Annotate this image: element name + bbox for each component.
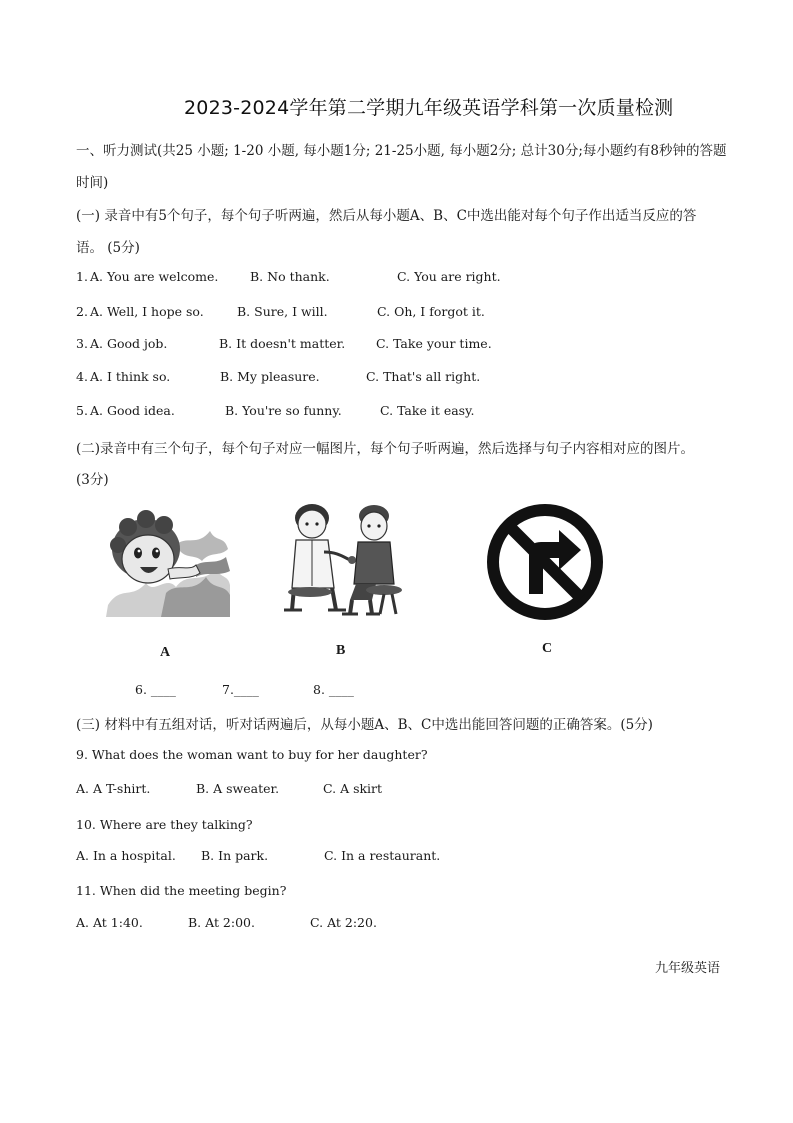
option-b: B. Sure, I will. <box>237 304 328 319</box>
question-row-1 <box>0 269 793 287</box>
option-c: C. Take it easy. <box>380 403 475 418</box>
exam-title: 2023-2024学年第二学期九年级英语学科第一次质量检测 <box>184 97 674 119</box>
option-a: A. Good job. <box>90 336 168 351</box>
question-row-3 <box>0 336 793 354</box>
question-number: 1. <box>76 269 88 284</box>
option-c: C. That's all right. <box>366 369 481 384</box>
swimming-girl-picture <box>106 505 230 617</box>
question-11-options <box>0 915 793 933</box>
option-b: B. You're so funny. <box>225 403 342 418</box>
doctor-patient-picture <box>280 500 406 622</box>
part1-heading-line2: 时间) <box>76 175 109 191</box>
option-c: C. Oh, I forgot it. <box>377 304 485 319</box>
answer-blank-8[interactable]: 8. ____ <box>313 682 354 697</box>
option-c: C. You are right. <box>397 269 501 284</box>
picture-label-b: B <box>336 643 346 658</box>
option-a: A. I think so. <box>90 369 171 384</box>
option-b: B. It doesn't matter. <box>219 336 346 351</box>
question-number: 2. <box>76 304 88 319</box>
option-c: C. In a restaurant. <box>324 848 441 863</box>
section3-instructions: (三) 材料中有五组对话，听对话两遍后，从每小题A、B、C中选出能回答问题的正确答案。(5分) <box>76 717 653 733</box>
option-a: A. Good idea. <box>90 403 175 418</box>
question-11: 11. When did the meeting begin? <box>76 883 287 898</box>
question-row-2 <box>0 304 793 322</box>
answer-blank-6[interactable]: 6. ____ <box>135 682 176 697</box>
section2-instructions-line1: (二)录音中有三个句子，每个句子对应一幅图片，每个句子听两遍，然后选择与句子内容相对应的图片。 <box>76 441 695 457</box>
section2-instructions-line2: (3分) <box>76 472 109 488</box>
option-c: C. At 2:20. <box>310 915 377 930</box>
option-b: B. In park. <box>201 848 269 863</box>
option-a: A. At 1:40. <box>76 915 143 930</box>
answer-blank-7[interactable]: 7.____ <box>222 682 259 697</box>
picture-label-a: A <box>160 645 171 660</box>
question-9-options <box>0 781 793 799</box>
option-b: B. My pleasure. <box>220 369 320 384</box>
question-10-options <box>0 848 793 866</box>
question-number: 3. <box>76 336 88 351</box>
question-number: 4. <box>76 369 88 384</box>
option-a: A. A T-shirt. <box>76 781 151 796</box>
option-c: C. A skirt <box>323 781 383 796</box>
option-b: B. A sweater. <box>196 781 280 796</box>
section1-instructions-line1: (一) 录音中有5个句子，每个句子听两遍，然后从每小题A、B、C中选出能对每个句子作出适当反应的答 <box>76 208 697 224</box>
option-a: A. Well, I hope so. <box>90 304 204 319</box>
page-footer: 九年级英语 <box>655 961 721 976</box>
no-right-turn-sign-icon <box>485 502 605 622</box>
section1-instructions-line2: 语。 (5分) <box>76 240 140 256</box>
option-a: A. You are welcome. <box>90 269 219 284</box>
option-a: A. In a hospital. <box>76 848 176 863</box>
option-c: C. Take your time. <box>376 336 492 351</box>
part1-heading-line1: 一、听力测试(共25 小题; 1-20 小题, 每小题1分; 21-25小题, 每小题2分; 总计30分;每小题约有8秒钟的答题 <box>76 143 727 159</box>
option-b: B. At 2:00. <box>188 915 255 930</box>
question-number: 5. <box>76 403 88 418</box>
question-row-5 <box>0 403 793 421</box>
question-9: 9. What does the woman want to buy for her daughter? <box>76 747 428 762</box>
question-10: 10. Where are they talking? <box>76 817 253 832</box>
picture-answer-blanks <box>0 682 793 700</box>
option-b: B. No thank. <box>250 269 330 284</box>
picture-label-c: C <box>542 641 553 656</box>
question-row-4 <box>0 369 793 387</box>
